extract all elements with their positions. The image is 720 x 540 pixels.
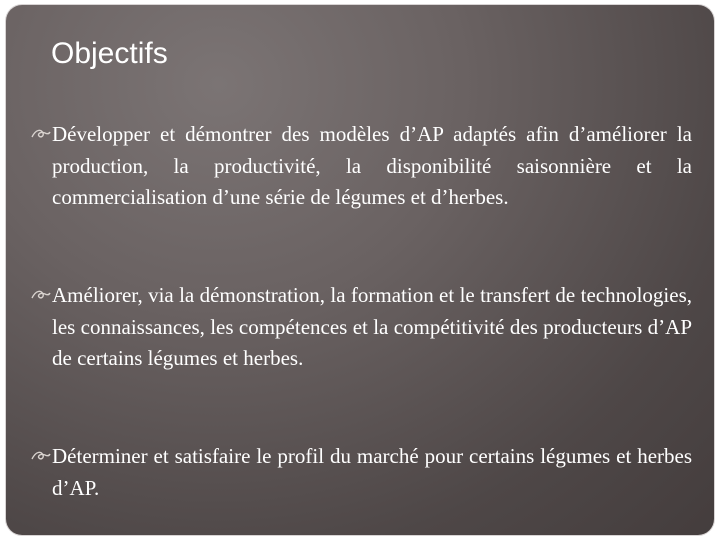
bullet-text: Améliorer, via la démonstration, la formation et le transfert de technologies, les connaissances, les compétences et la compétitivité des producteurs d’AP de certains légumes et herbes.: [52, 283, 692, 370]
bullet-item-3: [31, 441, 692, 504]
slide: [6, 5, 714, 535]
bullet-item-2: [31, 280, 692, 375]
curl-bullet-icon: [31, 449, 51, 463]
bullet-text: Déterminer et satisfaire le profil du marché pour certains légumes et herbes d’AP.: [52, 444, 692, 500]
bullet-text: Développer et démontrer des modèles d’AP adaptés afin d’améliorer la production, la productivité, la disponibilité saisonnière et la commercialisation d’une série de légumes et d’herbes.: [52, 122, 692, 209]
curl-bullet-icon: [31, 288, 51, 302]
curl-bullet-icon: [31, 127, 51, 141]
slide-title: Objectifs: [51, 37, 168, 70]
bullet-item-1: [31, 119, 692, 214]
